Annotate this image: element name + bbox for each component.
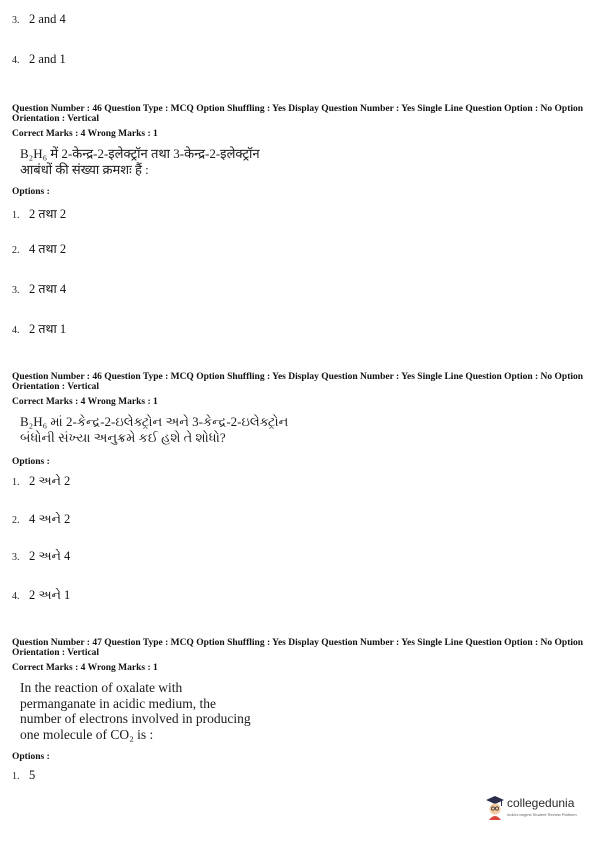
question-body <box>20 680 270 742</box>
question-header: Question Number : 47 Question Type : MCQ Option Shuffling : Yes Display Question Number : Yes Single Line Question Option : No Option Orientation : Vertical <box>12 638 584 658</box>
question-line: બંધોની સંખ્યા અનુક્રમે કઈ હશે તે શોધો? <box>20 430 226 445</box>
option-number: 2. <box>12 515 20 526</box>
option-text: 2 तथा 2 <box>29 207 67 221</box>
option-2[interactable] <box>12 512 70 527</box>
option-4[interactable] <box>12 320 66 337</box>
question-body <box>20 146 260 178</box>
option-1[interactable] <box>12 768 35 783</box>
options-label: Options : <box>12 457 50 467</box>
option-1[interactable] <box>12 205 66 222</box>
option-text: 2 तथा 1 <box>29 322 67 336</box>
question-header: Question Number : 46 Question Type : MCQ Option Shuffling : Yes Display Question Number : Yes Single Line Question Option : No Option Orientation : Vertical <box>12 372 584 392</box>
option-number: 4. <box>12 325 20 336</box>
question-line: आबंधों की संख्या क्रमशः हैं : <box>20 162 149 177</box>
option-1[interactable] <box>12 474 70 489</box>
question-line: one molecule of CO₂ is : <box>20 726 154 742</box>
marks-info: Correct Marks : 4 Wrong Marks : 1 <box>12 663 158 673</box>
graduation-cap-mascot-icon <box>485 794 505 820</box>
option-number: 3. <box>12 285 20 296</box>
option-number: 4. <box>12 591 20 602</box>
question-line: permanganate in acidic medium, the <box>20 695 217 711</box>
option-text: 2 અને 2 <box>29 474 71 488</box>
option-number: 3. <box>12 15 20 26</box>
options-label: Options : <box>12 752 50 762</box>
marks-info: Correct Marks : 4 Wrong Marks : 1 <box>12 129 158 139</box>
question-header: Question Number : 46 Question Type : MCQ Option Shuffling : Yes Display Question Number : Yes Single Line Question Option : No Option Orientation : Vertical <box>12 104 584 124</box>
question-line: number of electrons involved in producing <box>20 711 251 726</box>
option-number: 4. <box>12 55 20 66</box>
logo-name: collegedunia <box>507 796 575 810</box>
option-number: 1. <box>12 210 20 221</box>
question-body <box>20 414 288 446</box>
option-text: 2 तथा 4 <box>29 282 67 296</box>
option-number: 2. <box>12 245 20 256</box>
options-label: Options : <box>12 187 50 197</box>
option-3[interactable] <box>12 549 70 564</box>
option-text: 4 तथा 2 <box>29 242 67 256</box>
option-4[interactable] <box>12 588 70 603</box>
option-number: 1. <box>12 771 20 782</box>
option-text: 2 અને 4 <box>29 549 71 563</box>
question-line: B₂H₆ में 2-केन्द्र-2-इलेक्ट्रॉन तथा 3-केन्द्र-2-इलेक्ट्रॉन <box>20 146 260 161</box>
logo-tagline: India's largest Student Review Platform <box>507 812 577 817</box>
option-number: 1. <box>12 477 20 488</box>
prev-option-3[interactable] <box>12 12 66 27</box>
prev-option-4[interactable] <box>12 52 66 67</box>
option-text: 5 <box>29 768 36 782</box>
question-line: In the reaction of oxalate with <box>20 680 183 695</box>
marks-info: Correct Marks : 4 Wrong Marks : 1 <box>12 397 158 407</box>
option-2[interactable] <box>12 240 66 257</box>
option-text: 2 અને 1 <box>29 588 71 602</box>
option-text: 4 અને 2 <box>29 512 71 526</box>
question-line: B₂H₆ માં 2-કેન્દ્ર-2-ઇલેક્ટ્રોન અને 3-કેન્દ્ર-2-ઇલેક્ટ્રોન <box>20 414 289 429</box>
collegedunia-logo <box>485 792 585 828</box>
option-text: 2 and 4 <box>29 12 66 26</box>
option-text: 2 and 1 <box>29 52 66 66</box>
option-3[interactable] <box>12 280 66 297</box>
option-number: 3. <box>12 552 20 563</box>
